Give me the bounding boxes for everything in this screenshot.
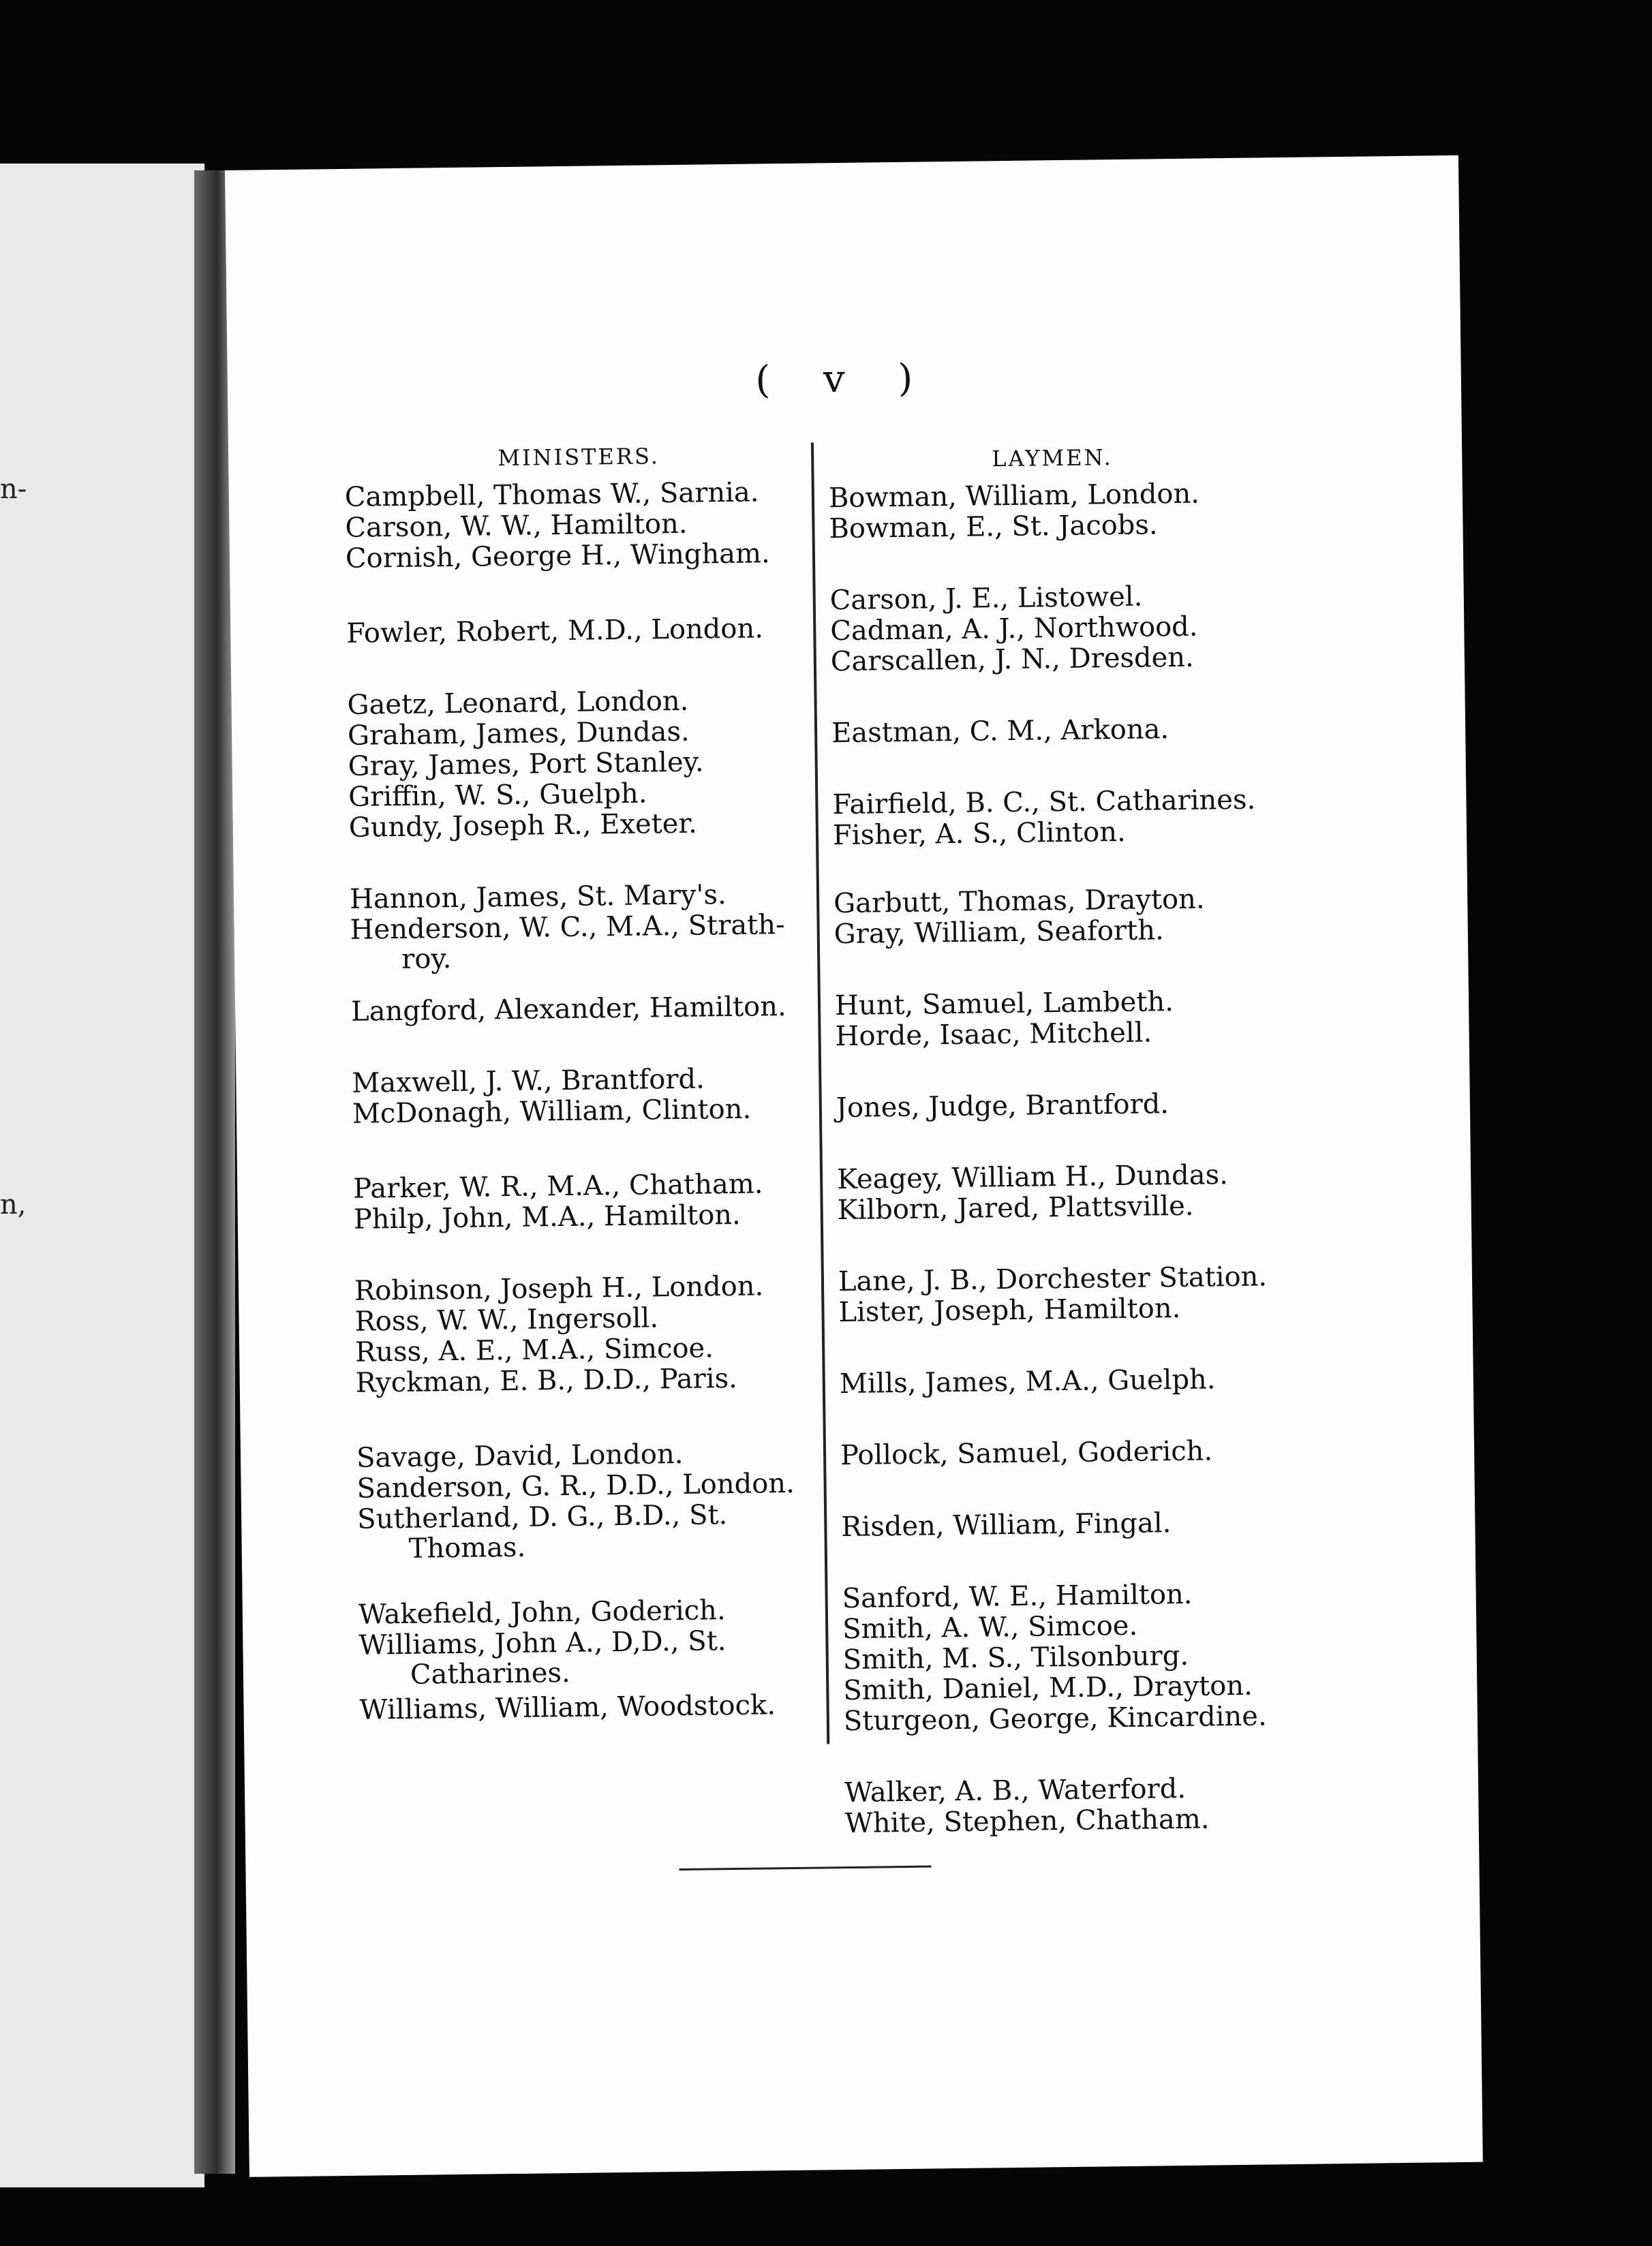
page-number: ( v ) (754, 356, 934, 403)
minister-entry: Sanderson, G. R., D.D., London. (356, 1467, 795, 1505)
minister-entry: Williams, William, Woodstock. (359, 1689, 776, 1726)
layman-entry: Jones, Judge, Brantford. (836, 1088, 1169, 1124)
column-divider (811, 442, 829, 1744)
margin-fragment: n, (0, 1189, 27, 1220)
minister-entry: Williams, John A., D,D., St. Catharines. (358, 1625, 726, 1691)
layman-entry: Carson, J. E., Listowel. (829, 581, 1143, 617)
layman-entry: Horde, Isaac, Mitchell. (835, 1017, 1152, 1053)
layman-entry: Pollock, Samuel, Goderich. (840, 1435, 1213, 1472)
minister-entry: Russ, A. E., M.A., Simcoe. (354, 1332, 714, 1368)
minister-entry: Philp, John, M.A., Hamilton. (353, 1199, 741, 1235)
minister-entry: Savage, David, London. (356, 1438, 684, 1474)
minister-entry: Ryckman, E. B., D.D., Paris. (355, 1362, 738, 1399)
minister-entry: Langford, Alexander, Hamilton. (350, 991, 786, 1028)
minister-entry: Parker, W. R., M.A., Chatham. (352, 1168, 763, 1205)
minister-entry: Gaetz, Leonard, London. (347, 685, 689, 721)
layman-entry: Smith, A. W., Simcoe. (842, 1610, 1138, 1646)
minister-entry: Hannon, James, St. Mary's. (349, 879, 726, 915)
layman-entry: White, Stephen, Chatham. (844, 1803, 1210, 1840)
closing-rule (679, 1866, 931, 1871)
minister-entry: Robinson, Joseph H., London. (354, 1270, 764, 1307)
layman-entry: Fisher, A. S., Clinton. (832, 816, 1126, 852)
ministers-heading: MINISTERS. (497, 443, 660, 472)
laymen-heading: LAYMEN. (992, 444, 1113, 472)
minister-entry: Wakefield, John, Goderich. (358, 1595, 726, 1631)
layman-entry: Hunt, Samuel, Lambeth. (834, 986, 1174, 1022)
layman-entry: Kilborn, Jared, Plattsville. (837, 1190, 1194, 1227)
minister-entry: Henderson, W. C., M.A., Strath- roy. (350, 909, 785, 975)
minister-entry: Fowler, Robert, M.D., London. (346, 613, 764, 649)
layman-entry: Cadman, A. J., Northwood. (830, 611, 1198, 647)
layman-entry: Mills, James, M.A., Guelph. (839, 1364, 1216, 1400)
minister-entry: Gray, James, Port Stanley. (348, 746, 704, 782)
layman-entry: Eastman, C. M., Arkona. (831, 713, 1169, 750)
minister-entry: McDonagh, William, Clinton. (352, 1093, 752, 1130)
minister-entry: Campbell, Thomas W., Sarnia. (344, 476, 759, 513)
layman-entry: Keagey, William H., Dundas. (836, 1159, 1229, 1196)
layman-entry: Fairfield, B. C., St. Catharines. (832, 784, 1256, 821)
layman-entry: Risden, William, Fingal. (841, 1507, 1172, 1543)
layman-entry: Lane, J. B., Dorchester Station. (838, 1261, 1268, 1298)
minister-entry: Ross, W. W., Ingersoll. (354, 1302, 659, 1338)
minister-entry: Cornish, George H., Wingham. (345, 538, 770, 574)
layman-entry: Smith, Daniel, M.D., Drayton. (843, 1670, 1253, 1707)
minister-entry: Gundy, Joseph R., Exeter. (348, 807, 698, 844)
margin-fragment: n- (0, 474, 27, 505)
layman-entry: Bowman, E., St. Jacobs. (829, 509, 1158, 545)
minister-entry: Griffin, W. S., Guelph. (348, 778, 647, 813)
book-page (225, 155, 1483, 2177)
minister-entry: Graham, James, Dundas. (347, 716, 690, 752)
layman-entry: Smith, M. S., Tilsonburg. (842, 1640, 1189, 1676)
layman-entry: Garbutt, Thomas, Drayton. (833, 883, 1205, 920)
layman-entry: Gray, William, Seaforth. (833, 914, 1164, 951)
layman-entry: Walker, A. B., Waterford. (844, 1772, 1187, 1809)
layman-entry: Sanford, W. E., Hamilton. (842, 1578, 1193, 1615)
layman-entry: Lister, Joseph, Hamilton. (838, 1292, 1181, 1329)
facing-page (0, 164, 204, 2187)
minister-entry: Carson, W. W., Hamilton. (345, 508, 688, 544)
layman-entry: Sturgeon, George, Kincardine. (843, 1700, 1267, 1738)
minister-entry: Maxwell, J. W., Brantford. (352, 1063, 705, 1099)
layman-entry: Bowman, William, London. (828, 478, 1200, 514)
minister-entry: Sutherland, D. G., B.D., St. Thomas. (356, 1499, 728, 1565)
layman-entry: Carscallen, J. N., Dresden. (830, 641, 1195, 678)
